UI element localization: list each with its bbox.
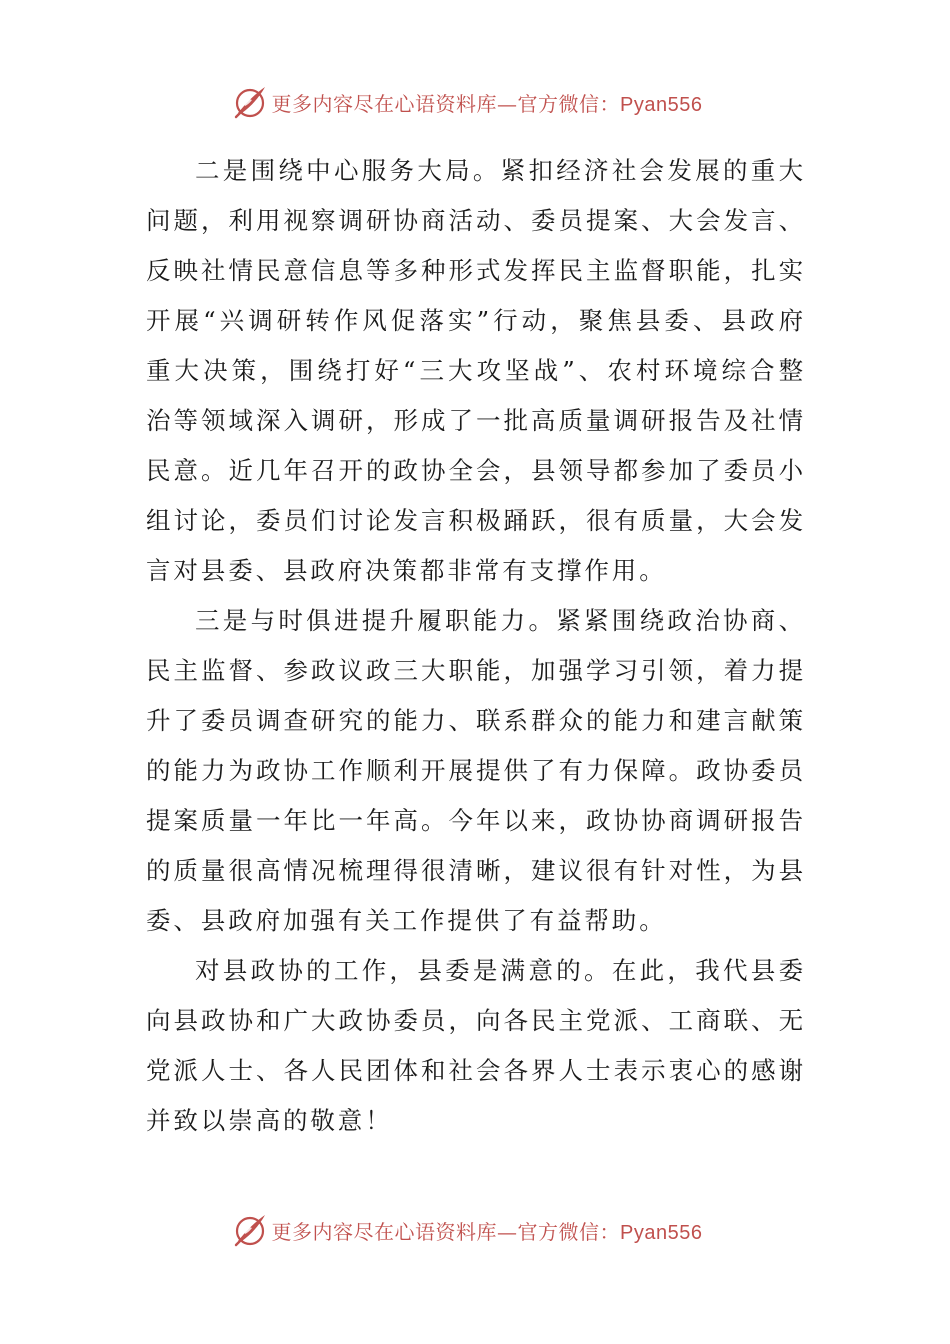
document-body	[146, 146, 806, 1146]
quill-seal-logo-icon	[230, 82, 270, 122]
header-banner-text	[272, 88, 703, 117]
banner-wechat-id: Pyan556	[620, 93, 703, 116]
footer-banner-text	[272, 1216, 703, 1245]
header-banner	[0, 80, 950, 124]
paragraph-1: 二是围绕中心服务大局。紧扣经济社会发展的重大问题，利用视察调研协商活动、委员提案、大会发言、反映社情民意信息等多种形式发挥民主监督职能，扎实开展“兴调研转作风促落实”行动，聚焦县委、县政府重大决策，围绕打好“三大攻坚战”、农村环境综合整治等领域深入调研，形成了一批高质量调研报告及社情民意。近几年召开的政协全会，县领导都参加了委员小组讨论，委员们讨论发言积极踊跃，很有质量，大会发言对县委、县政府决策都非常有支撑作用。	[146, 156, 806, 585]
paragraph-3: 对县政协的工作，县委是满意的。在此，我代县委向县政协和广大政协委员，向各民主党派、工商联、无党派人士、各人民团体和社会各界人士表示衷心的感谢并致以崇高的敬意！	[146, 956, 806, 1135]
quill-seal-logo-icon	[230, 1210, 270, 1250]
banner-main-text: 更多内容尽在心语资料库—官方微信：	[271, 91, 621, 116]
banner-main-text: 更多内容尽在心语资料库—官方微信：	[271, 1219, 621, 1244]
paragraph-2: 三是与时俱进提升履职能力。紧紧围绕政治协商、民主监督、参政议政三大职能，加强学习引领，着力提升了委员调查研究的能力、联系群众的能力和建言献策的能力为政协工作顺利开展提供了有力保障。政协委员提案质量一年比一年高。今年以来，政协协商调研报告的质量很高情况梳理得很清晰，建议很有针对性，为县委、县政府加强有关工作提供了有益帮助。	[146, 606, 806, 935]
banner-wechat-id: Pyan556	[620, 1221, 703, 1244]
footer-banner	[0, 1208, 950, 1252]
